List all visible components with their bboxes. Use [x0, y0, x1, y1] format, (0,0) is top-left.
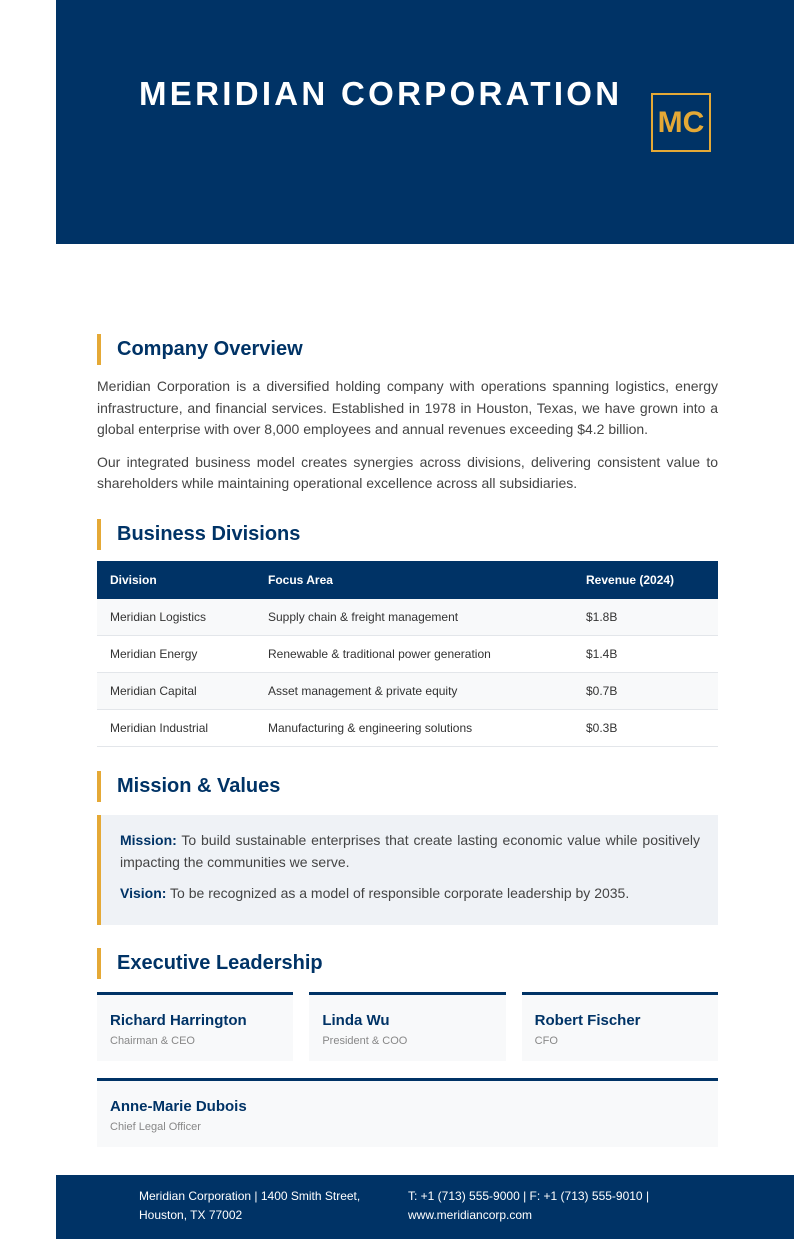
page-footer — [56, 1175, 794, 1239]
column-header-division: Division — [110, 572, 157, 587]
table-row — [97, 709, 718, 746]
mission-text: To build sustainable enterprises that create lasting economic value while positively impacting the communities we serve. — [120, 831, 700, 870]
focus-area-cell: Supply chain & freight management — [255, 599, 573, 636]
page-header — [56, 0, 794, 244]
mission-box — [97, 815, 718, 925]
division-cell: Meridian Logistics — [97, 599, 255, 636]
leader-role: President & COO — [322, 1034, 408, 1047]
section-title-divisions: Business Divisions — [97, 519, 718, 550]
division-cell: Meridian Energy — [97, 635, 255, 672]
divisions-table — [97, 561, 718, 747]
section-title-leadership: Executive Leadership — [97, 948, 718, 979]
division-cell: Meridian Capital — [97, 672, 255, 709]
section-title-mission: Mission & Values — [97, 771, 718, 802]
leader-name: Anne-Marie Dubois — [110, 1097, 247, 1115]
mission-label: Mission: — [120, 831, 177, 848]
division-cell: Meridian Industrial — [97, 709, 255, 746]
footer-address: Meridian Corporation | 1400 Smith Street, Houston, TX 77002 — [139, 1189, 361, 1222]
leadership-grid — [97, 992, 718, 1061]
revenue-cell: $0.3B — [573, 709, 718, 746]
leader-card — [97, 1078, 718, 1147]
overview-paragraph-1: Meridian Corporation is a diversified holding company with operations spanning logistics, energy infrastructure, and financial services. Established in 1978 in Houston, Texas, we have grown into a global enterprise with over 8,000 employees and annual revenues exceeding $4.2 billion. — [97, 378, 718, 438]
leader-role: Chairman & CEO — [110, 1034, 195, 1047]
leader-name: Richard Harrington — [110, 1011, 247, 1029]
revenue-cell: $1.4B — [573, 635, 718, 672]
focus-area-cell: Asset management & private equity — [255, 672, 573, 709]
leader-card — [522, 992, 718, 1061]
focus-area-cell: Manufacturing & engineering solutions — [255, 709, 573, 746]
revenue-cell: $0.7B — [573, 672, 718, 709]
company-name: MERIDIAN CORPORATION — [139, 75, 623, 112]
table-row — [97, 635, 718, 672]
section-title-overview: Company Overview — [97, 334, 718, 365]
column-header-revenue: Revenue (2024) — [586, 572, 675, 587]
footer-contact: T: +1 (713) 555-9000 | F: +1 (713) 555-9010 | www.meridiancorp.com — [408, 1189, 650, 1222]
table-header-row — [97, 561, 718, 599]
leader-name: Linda Wu — [322, 1011, 390, 1029]
mission-statement — [120, 830, 700, 873]
main-content — [97, 334, 718, 1147]
table-row — [97, 672, 718, 709]
vision-label: Vision: — [120, 885, 167, 902]
leader-card — [97, 992, 293, 1061]
revenue-cell: $1.8B — [573, 599, 718, 636]
overview-paragraph-2: Our integrated business model creates synergies across divisions, delivering consistent value to shareholders while maintaining operational excellence across all subsidiaries. — [97, 453, 718, 492]
logo-badge: MC — [651, 93, 711, 152]
table-row — [97, 599, 718, 636]
leader-role: CFO — [534, 1034, 558, 1047]
leader-role: Chief Legal Officer — [110, 1120, 201, 1133]
focus-area-cell: Renewable & traditional power generation — [255, 635, 573, 672]
vision-statement — [120, 883, 700, 905]
leader-card — [309, 992, 505, 1061]
leader-name: Robert Fischer — [534, 1011, 641, 1029]
vision-text: To be recognized as a model of responsible corporate leadership by 2035. — [166, 885, 630, 902]
column-header-focus-area: Focus Area — [268, 572, 333, 587]
